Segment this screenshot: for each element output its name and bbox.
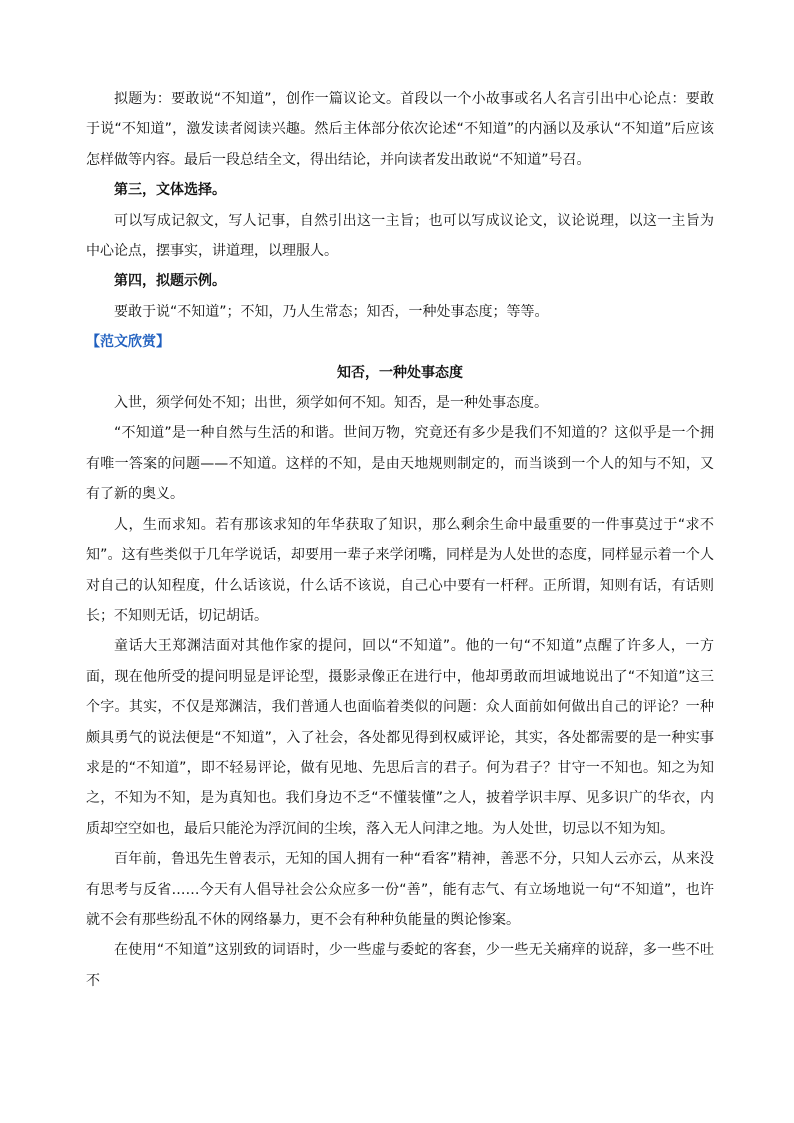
style-paragraph: 可以写成记叙文，写人记事，自然引出这一主旨；也可以写成议论文，议论说理，以这一主旨为中心论点，摆事实，讲道理，以理服人。 [86,212,714,260]
essay-paragraph: 入世，须学何处不知；出世，须学如何不知。知否，是一种处事态度。 [114,395,548,412]
essay-paragraph: “不知道”是一种自然与生活的和谐。世间万物，究竟还有多少是我们不知道的？这似乎是一个拥有唯一答案的问题——不知道。这样的不知，是由天地规则制定的，而当谈到一个人的知与不知，又有了新的奥义。 [86,425,714,503]
essay-paragraph: 在使用“不知道”这别致的词语时，少一些虚与委蛇的客套，少一些无关痛痒的说辞，多一些不吐不 [86,942,714,989]
essay-paragraph: 百年前，鲁迅先生曾表示，无知的国人拥有一种“看客”精神，善恶不分，只知人云亦云，从来没有思考与反省……今天有人倡导社会公众应多一份“善”，能有志气、有立场地说一句“不知道”，也许就不会有那些纷乱不休的网络暴力，更不会有种种负能量的舆论惨案。 [86,851,714,928]
essay-title: 知否，一种处事态度 [337,364,463,381]
outline-paragraph: 拟题为：要敢说“不知道”，创作一篇议论文。首段以一个小故事或名人名言引出中心论点：要敢于说“不知道”，激发读者阅读兴趣。然后主体部分依次论述“不知道”的内涵以及承认“不知道”后应该怎样做等内容。最后一段总结全文，得出结论，并向读者发出敢说“不知道”号召。 [86,91,714,168]
essay-paragraph: 童话大王郑渊洁面对其他作家的提问，回以“不知道”。他的一句“不知道”点醒了许多人，一方面，现在他所受的提问明显是评论型，摄影录像正在进行中，他却勇敢而坦诚地说出了“不知道”这三个字。其实，不仅是郑渊洁，我们普通人也面临着类似的问题：众人面前如何做出自己的评论？一种颇具勇气的说法便是“不知道”，入了社会，各处都见得到权威评论，其实，各处都需要的是一种实事求是的“不知道”，即不轻易评论，做有见地、先思后言的君子。何为君子？甘守一不知也。知之为知之，不知为不知，是为真知也。我们身边不乏“不懂装懂”之人，披着学识丰厚、见多识广的华衣，内质却空空如也，最后只能沦为浮沉间的尘埃，落入无人问津之地。为人处世，切忌以不知为知。 [86,638,714,837]
essay-paragraph: 人，生而求知。若有那该求知的年华获取了知识，那么剩余生命中最重要的一件事莫过于“求不知”。这有些类似于几年学说话，却要用一辈子来学闭嘴，同样是为人处世的态度，同样显示着一个人对自己的认知程度，什么话该说，什么话不该说，自己心中要有一杆秤。正所谓，知则有话，有话则长；不知则无话，切记胡话。 [86,516,714,624]
section-heading-title-example: 第四，拟题示例。 [114,273,226,290]
sample-essay-tag: 【范文欣赏】 [86,334,170,351]
document-body [86,84,714,996]
title-example-paragraph: 要敢于说“不知道”；不知，乃人生常态；知否，一种处事态度；等等。 [114,303,549,320]
section-heading-style: 第三，文体选择。 [114,182,226,199]
